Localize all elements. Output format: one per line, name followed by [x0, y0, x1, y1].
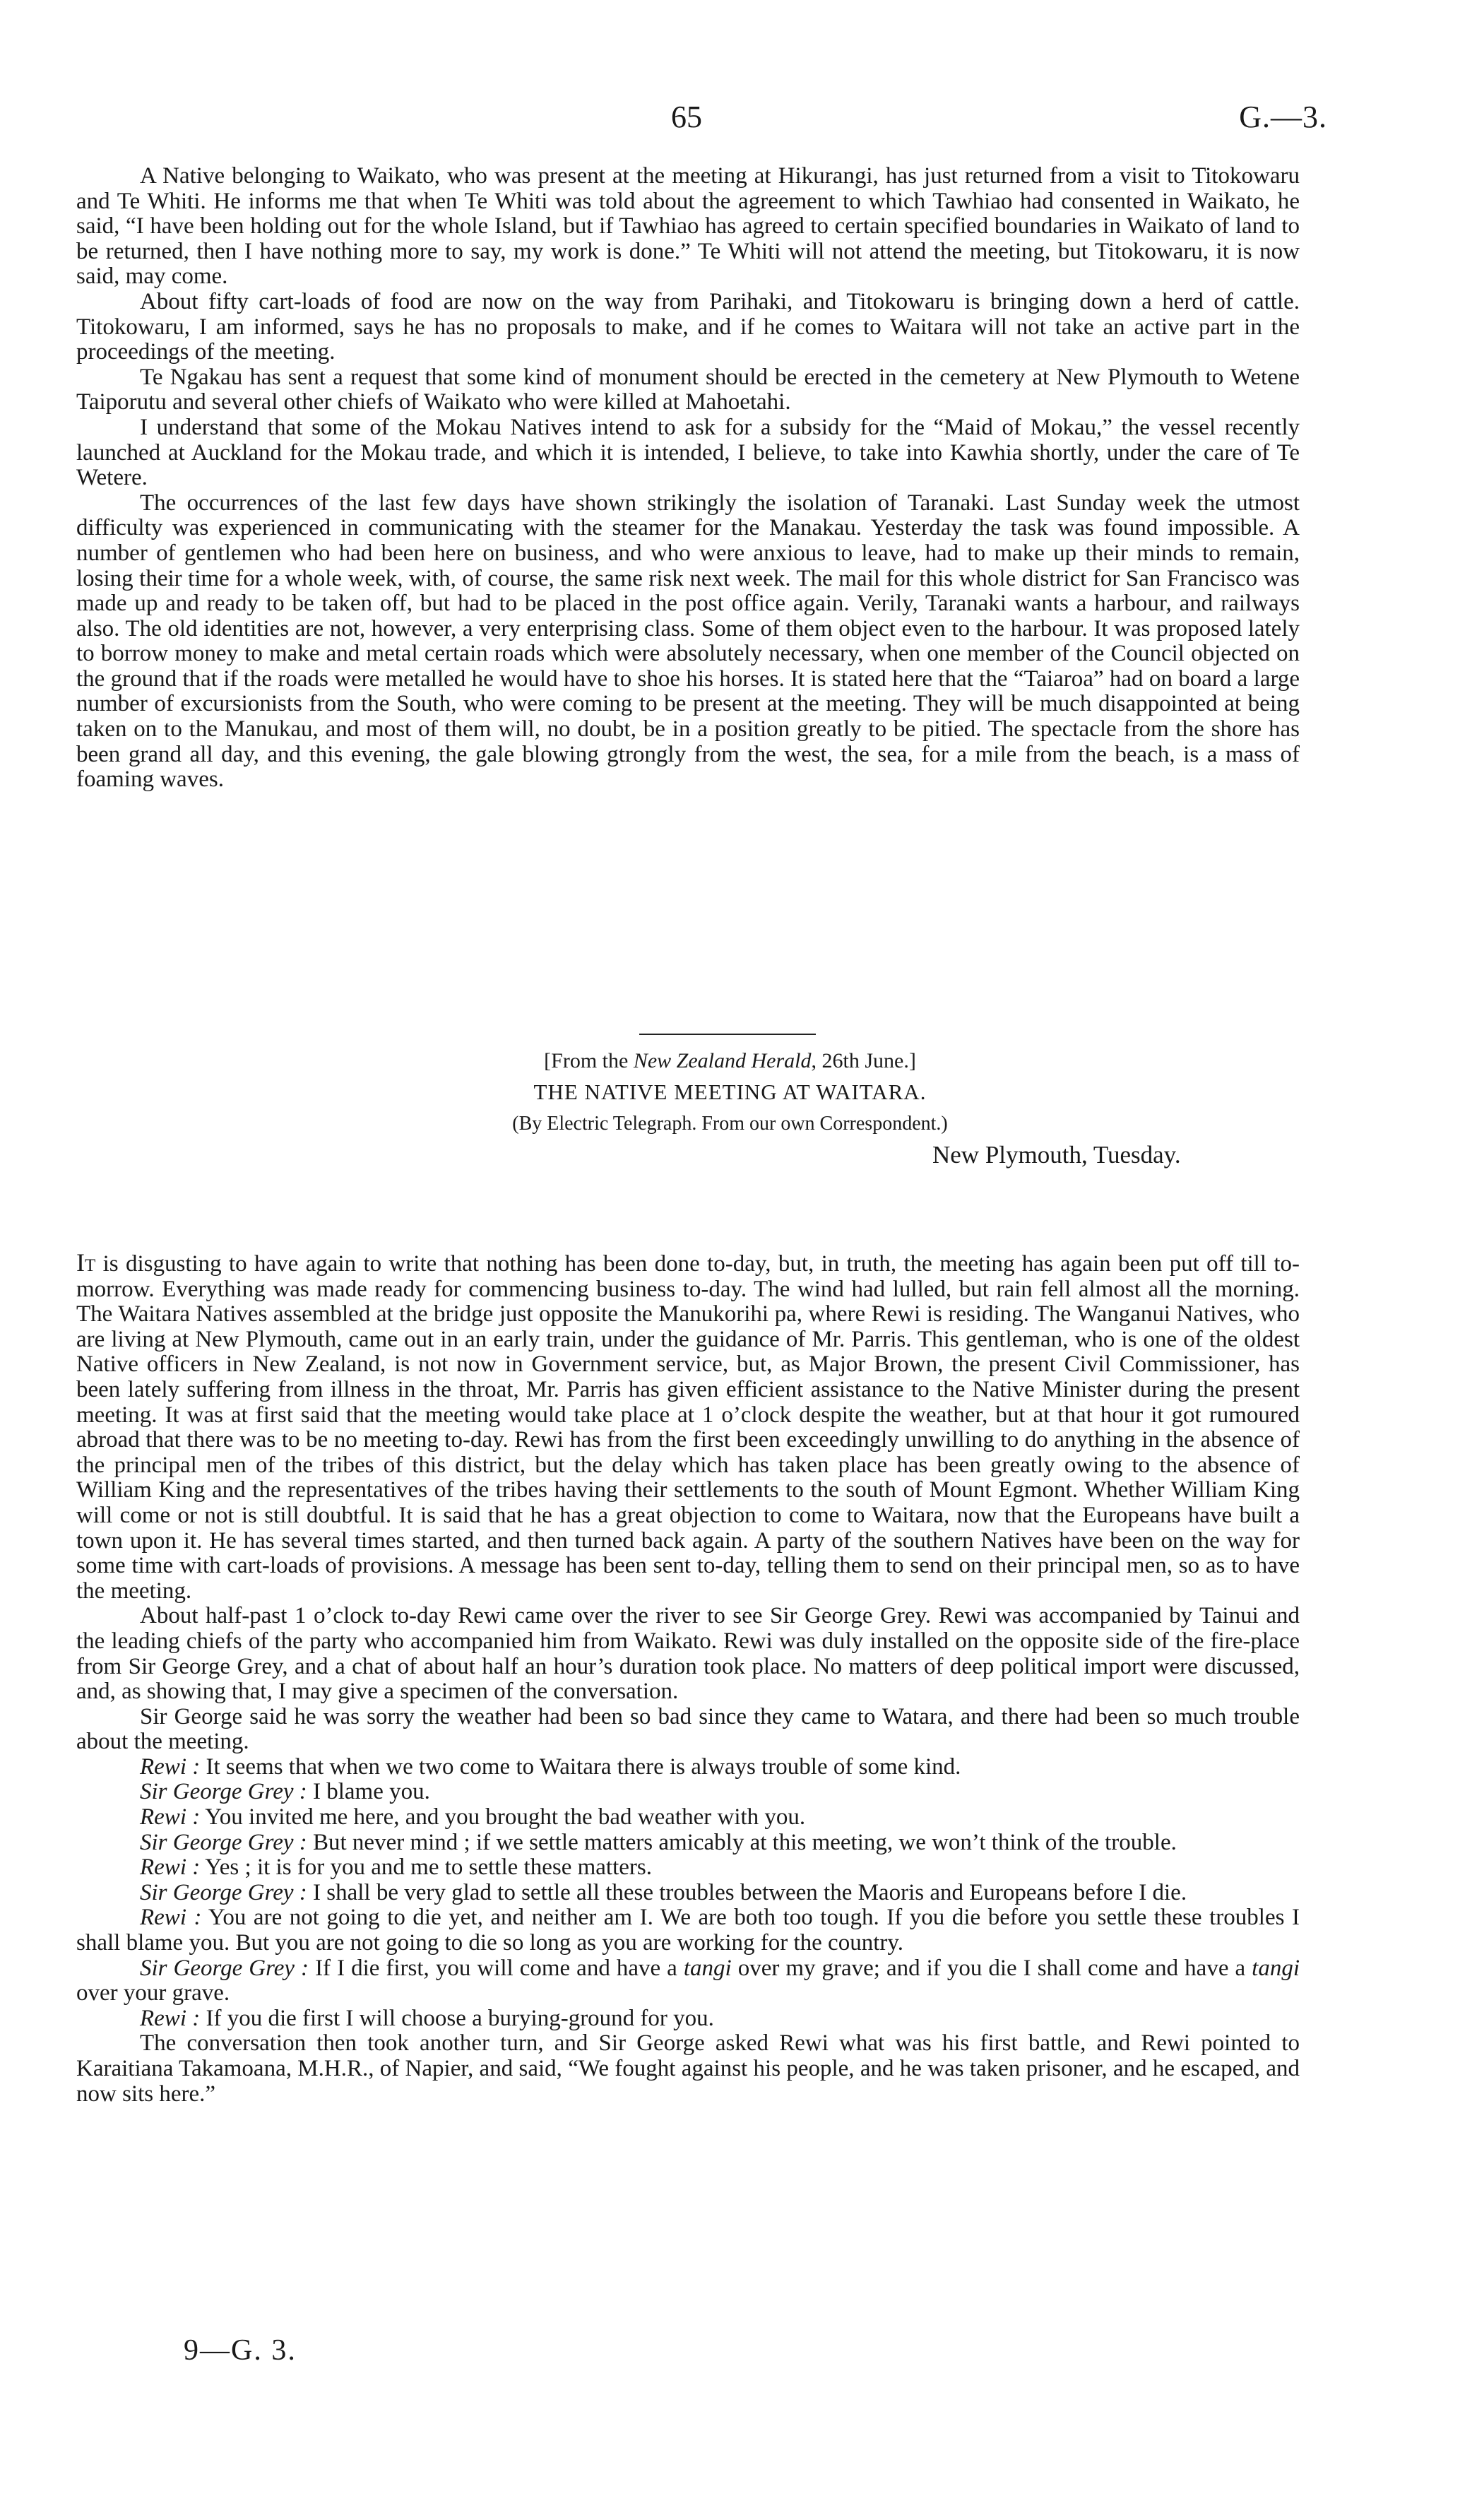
section-divider: [639, 1034, 816, 1035]
source-note: [From the New Zealand Herald, 26th June.]: [544, 1049, 916, 1072]
dialogue-line: Rewi : If you die first I will choose a burying-ground for you.: [140, 2005, 714, 2031]
article-body: [76, 1250, 1300, 2107]
article-headline: THE NATIVE MEETING AT WAITARA.: [533, 1079, 927, 1104]
dialogue-line: Sir George Grey : If I die first, you will come and have a tangi over my grave; and if you die I shall come and have a tangi over your grave.: [76, 1955, 1300, 2006]
paragraph: The conversation then took another turn, and Sir George asked Rewi what was his first battle, and Rewi pointed to Karaitiana Takamoana, M.H.R., of Napier, and said, “We fought against his people, and he was taken prisoner, and he escaped, and now sits here.”: [76, 2030, 1300, 2107]
dialogue-line: Rewi : It seems that when we two come to Waitara there is always trouble of some kind.: [140, 1753, 961, 1780]
newspaper-name: New Zealand Herald: [633, 1049, 812, 1072]
dropcap-word: It: [76, 1248, 96, 1277]
paragraph: About half-past 1 o’clock to-day Rewi came over the river to see Sir George Grey. Rewi was accompanied by Tainui and the leading chiefs of the party who accompanied him from Waikato. Rewi was duly installed on the opposite side of the fire-place from Sir George Grey, and a chat of about half an hour’s duration took place. No matters of deep political import were discussed, and, as showing that, I may give a specimen of the conversation.: [76, 1603, 1300, 1705]
document-reference: G.—3.: [1239, 100, 1327, 134]
paragraph: The occurrences of the last few days have shown strikingly the isolation of Taranaki. Last Sunday week the utmost difficulty was experienced in communicating with the steamer for the Manakau. Yesterday the task was found impossible. A number of gentlemen who had been here on business, and who were anxious to leave, had to make up their minds to remain, losing their time for a whole week, with, of course, the same risk next week. The mail for this whole district for San Francisco was made up and ready to be taken off, but had to be placed in the post office again. Verily, Taranaki wants a harbour, and railways also. The old identities are not, however, a very enterprising class. Some of them object even to the harbour. It was proposed lately to borrow money to make and metal certain roads which were absolutely necessary, when one member of the Council objected on the ground that if the roads were metalled he would have to shoe his horses. It is stated here that the “Taiaroa” had on board a large number of excursionists from the South, who were coming to be present at the meeting. They will be much disappointed at being taken on to the Manukau, and most of them will, no doubt, be in a position greatly to be pitied. The spectacle from the shore has been grand all day, and this evening, the gale blowing gtrongly from the west, the sea, for a mile from the beach, is a mass of foaming waves.: [76, 490, 1300, 793]
speaker: Sir George Grey :: [140, 1829, 307, 1855]
speaker: Sir George Grey :: [140, 1779, 307, 1805]
dialogue-line: Sir George Grey : I shall be very glad to settle all these troubles between the Maoris and Europeans before I die.: [140, 1879, 1187, 1905]
speaker: Sir George Grey :: [140, 1879, 307, 1905]
letter-continuation: [76, 164, 1300, 793]
dialogue-line: Sir George Grey : But never mind ; if we settle matters amicably at this meeting, we won’t think of the trouble.: [140, 1829, 1177, 1855]
paragraph: I understand that some of the Mokau Natives intend to ask for a subsidy for the “Maid of Mokau,” the vessel recently launched at Auckland for the Mokau trade, and which it is intended, I believe, to take into Kawhia shortly, under the care of Te Wetere.: [76, 414, 1300, 491]
paragraph: About fifty cart-loads of food are now on the way from Parihaki, and Titokowaru is bringing down a herd of cattle. Titokowaru, I am informed, says he has no proposals to make, and if he comes to Waitara will not take an active part in the proceedings of the meeting.: [76, 288, 1300, 365]
article-byline: (By Electric Telegraph. From our own Correspondent.): [512, 1113, 948, 1135]
lead-paragraph: It is disgusting to have again to write that nothing has been done to-day, but, in truth, the meeting has again been put off till to-morrow. Everything was made ready for commencing business to-day. The wind had lulled, but rain fell almost all the morning. The Waitara Natives assembled at the bridge just opposite the Manukorihi pa, where Rewi is residing. The Wanganui Natives, who are living at New Plymouth, came out in an early train, under the guidance of Mr. Parris. This gentleman, who is one of the oldest Native officers in New Zealand, is not now in Government service, but, as Major Brown, the present Civil Commissioner, has been lately suffering from illness in the throat, Mr. Parris has given efficient assistance to the Native Minister during the present meeting. It was at first said that the meeting would take place at 1 o’clock despite the weather, but at that hour it got rumoured abroad that there was to be no meeting to-day. Rewi has from the first been exceedingly unwilling to do anything in the absence of the principal men of the tribes of this district, but the delay which has taken place has been greatly owing to the absence of William King and the representatives of the tribes having their settlements to the south of Mount Egmont. Whether William King will come or not is still doubtful. It is said that he has a great objection to come to Waitara, now that the Europeans have built a town upon it. He has several times started, and then turned back again. A party of the southern Natives have been on the way for some time with cart-loads of provisions. A message has been sent to-day, telling them to send on their principal men, so as to have the meeting.: [76, 1248, 1300, 1604]
speaker: Sir George Grey :: [140, 1955, 309, 1981]
dialogue-line: Rewi : You are not going to die yet, and neither am I. We are both too tough. If you die before you settle these troubles I shall blame you. But you are not going to die so long as you are working for the country.: [76, 1905, 1300, 1956]
dialogue-line: Sir George Grey : I blame you.: [140, 1779, 430, 1805]
speaker: Rewi :: [140, 1804, 201, 1830]
speaker: Rewi :: [140, 1854, 201, 1881]
dialogue-line: Rewi : Yes ; it is for you and me to settle these matters.: [140, 1854, 652, 1881]
page-number: 65: [671, 100, 702, 134]
paragraph: A Native belonging to Waikato, who was present at the meeting at Hikurangi, has just returned from a visit to Titokowaru and Te Whiti. He informs me that when Te Whiti was told about the agreement to which Tawhiao had consented in Waikato, he said, “I have been holding out for the whole Island, but if Tawhiao has agreed to certain specified boundaries in Waikato of land to be returned, then I have nothing more to say, my work is done.” Te Whiti will not attend the meeting, but Titokowaru, it is now said, may come.: [76, 163, 1300, 290]
speaker: Rewi :: [140, 1905, 202, 1931]
dialogue-line: Rewi : You invited me here, and you brought the bad weather with you.: [140, 1804, 806, 1830]
paragraph: Sir George said he was sorry the weather had been so bad since they came to Watara, and there had been so much trouble about the meeting.: [76, 1703, 1300, 1755]
paragraph: Te Ngakau has sent a request that some kind of monument should be erected in the cemetery at New Plymouth to Wetene Taiporutu and several other chiefs of Waikato who were killed at Mahoetahi.: [76, 364, 1300, 415]
speaker: Rewi :: [140, 1753, 201, 1780]
dateline: New Plymouth, Tuesday.: [932, 1141, 1181, 1169]
signature-mark: 9—G. 3.: [184, 2334, 297, 2367]
speaker: Rewi :: [140, 2005, 201, 2031]
